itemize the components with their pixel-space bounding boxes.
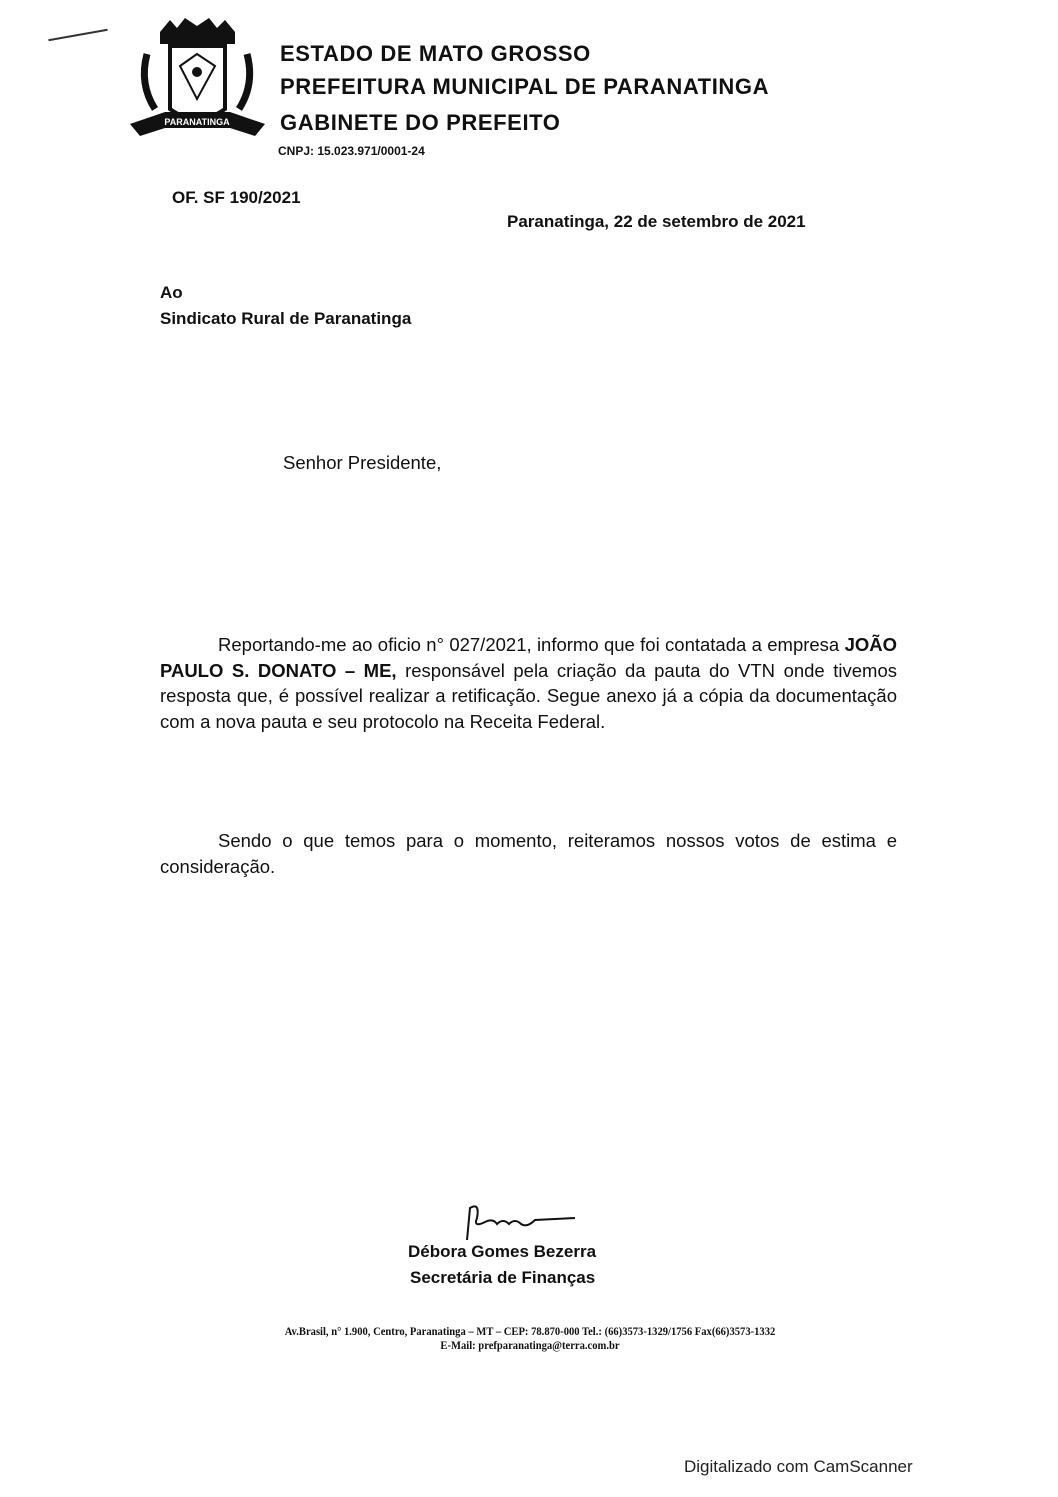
footer-email: E-Mail: prefparanatinga@terra.com.br: [440, 1340, 620, 1352]
recipient-line1: Ao: [160, 283, 183, 302]
p1-company: JOÃO PAULO S. DONATO – ME,: [160, 634, 897, 681]
body-paragraph-2: [160, 828, 897, 879]
municipal-crest-logo: [125, 14, 270, 144]
body-paragraph-1: [160, 632, 897, 734]
crest-ribbon-text: PARANATINGA: [164, 117, 230, 127]
footer-address: Av.Brasil, n° 1.900, Centro, Paranatinga – MT – CEP: 78.870-000 Tel.: (66)3573-1329/1756 Fax(66)3573-1332: [284, 1326, 776, 1338]
letter-reference: OF. SF 190/2021: [172, 188, 301, 207]
letter-date: Paranatinga, 22 de setembro de 2021: [507, 212, 806, 231]
header-cnpj: CNPJ: 15.023.971/0001-24: [278, 144, 425, 158]
camscanner-watermark: Digitalizado com CamScanner: [684, 1457, 913, 1476]
header-prefecture: PREFEITURA MUNICIPAL DE PARANATINGA: [280, 74, 770, 99]
header-state: ESTADO DE MATO GROSSO: [280, 41, 591, 66]
recipient-line2: Sindicato Rural de Paranatinga: [160, 309, 412, 328]
scan-mark: [48, 29, 107, 41]
header-cabinet: GABINETE DO PREFEITO: [280, 110, 561, 135]
signatory-name: Débora Gomes Bezerra: [408, 1242, 597, 1261]
salutation: Senhor Presidente,: [283, 452, 442, 473]
p1-text-b: responsável pela criação da pauta do VTN onde tivemos resposta que, é possível realizar a retificação. Segue anexo já a cópia da documentação com a nova pauta e seu protocolo na Receita Federal.: [160, 659, 897, 732]
p1-text-a: Reportando-me ao oficio n° 027/2021, informo que foi contatada a empresa: [218, 634, 845, 655]
p2-text: Sendo o que temos para o momento, reiteramos nossos votos de estima e consideração.: [160, 830, 897, 877]
signatory-title: Secretária de Finanças: [410, 1268, 596, 1287]
